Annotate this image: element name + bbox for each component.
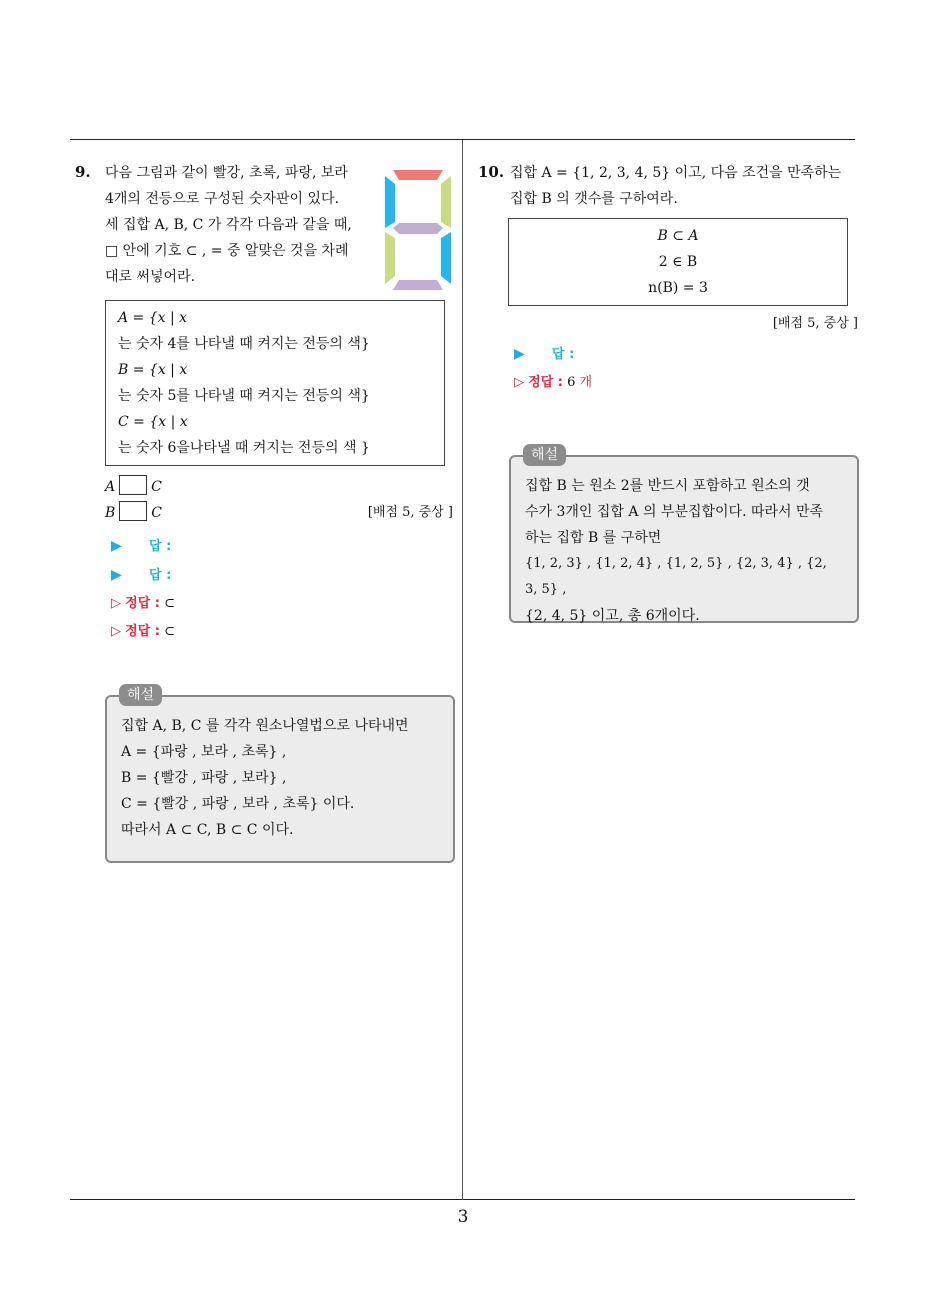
solution-box-q9 bbox=[105, 687, 455, 863]
box-line: B = {x | x bbox=[118, 362, 188, 378]
answer-area bbox=[514, 340, 858, 397]
solution-line: {1, 2, 3} , {1, 2, 4} , {1, 2, 5} , {2, 3, 4} , {2, 3, 5} , bbox=[525, 556, 827, 597]
solution-line: 집합 B 는 원소 2를 반드시 포함하고 원소의 갯 bbox=[525, 478, 810, 494]
segment-upper-left-blue bbox=[385, 176, 395, 228]
condition: n(B) = 3 bbox=[648, 280, 708, 296]
box-line: A = {x | x bbox=[118, 310, 188, 326]
outline-triangle-icon: ▷ bbox=[111, 624, 126, 639]
blank-row: B C [배점 5, 중상 ] bbox=[105, 500, 455, 526]
page-number: 3 bbox=[457, 1207, 469, 1227]
solution-line: 수가 3개인 집합 A 의 부분집합이다. 따라서 만족 bbox=[525, 504, 824, 520]
question-line: 4개의 전등으로 구성된 숫자판이 있다. bbox=[105, 191, 340, 207]
box-line: 는 숫자 5를 나타낼 때 켜지는 전등의 색} bbox=[118, 388, 370, 404]
question-line: 집합 B 의 갯수를 구하여라. bbox=[510, 191, 678, 207]
segment-middle-purple bbox=[393, 223, 443, 234]
score-row bbox=[478, 306, 858, 336]
box-line: C = {x | x bbox=[118, 414, 188, 430]
answer-area bbox=[111, 532, 455, 646]
solution-line: C = {빨강 , 파랑 , 보라 , 초록} 이다. bbox=[121, 796, 355, 812]
question-text bbox=[510, 160, 858, 212]
answer-blank[interactable] bbox=[119, 501, 147, 521]
question-line: 집합 A = {1, 2, 3, 4, 5} 이고, 다음 조건을 만족하는 bbox=[510, 165, 842, 181]
question-number: 10. bbox=[478, 163, 505, 181]
solution-line: A = {파랑 , 보라 , 초록} , bbox=[121, 744, 287, 760]
correct-answer-row: ▷ 정답 : 6 개 bbox=[514, 375, 593, 390]
correct-answer-row: ▷ 정답 : ⊂ bbox=[111, 624, 176, 639]
play-triangle-icon: ▶ bbox=[111, 567, 122, 583]
solution-line: 집합 A, B, C 를 각각 원소나열법으로 나타내면 bbox=[121, 718, 409, 734]
question-number: 9. bbox=[75, 163, 91, 181]
answer-row: ▶ 답 : bbox=[111, 561, 455, 590]
outline-triangle-icon: ▷ bbox=[514, 375, 529, 390]
question-line: 다음 그림과 같이 빨강, 초록, 파랑, 보라 bbox=[105, 165, 348, 181]
segment-lower-left-green bbox=[385, 232, 395, 284]
play-triangle-icon: ▶ bbox=[111, 538, 122, 554]
digit-display-figure bbox=[383, 168, 453, 292]
set-definitions-box bbox=[105, 300, 445, 466]
answer-blank[interactable] bbox=[119, 475, 147, 495]
answer-row: ▶ 답 : bbox=[514, 340, 858, 369]
question-line: 대로 써넣어라. bbox=[105, 269, 196, 285]
question-9 bbox=[75, 160, 455, 646]
solution-tag: 해설 bbox=[523, 444, 566, 466]
column-divider bbox=[462, 140, 463, 1200]
solution-tag: 해설 bbox=[119, 684, 162, 706]
question-10 bbox=[478, 160, 858, 397]
outline-triangle-icon: ▷ bbox=[111, 596, 126, 611]
segment-top-red bbox=[393, 170, 443, 180]
solution-line: 하는 집합 B 를 구하면 bbox=[525, 530, 662, 546]
conditions-box bbox=[508, 218, 848, 306]
question-text bbox=[105, 160, 375, 290]
correct-answer-row: ▷ 정답 : ⊂ bbox=[111, 596, 176, 611]
condition: B ⊂ A bbox=[657, 228, 699, 244]
segment-lower-right-blue bbox=[441, 232, 451, 284]
score-label: [배점 5, 중상 ] bbox=[367, 505, 453, 520]
box-line: 는 숫자 6을나타낼 때 켜지는 전등의 색 } bbox=[118, 440, 370, 456]
solution-line: 따라서 A ⊂ C, B ⊂ C 이다. bbox=[121, 822, 294, 838]
answer-row: ▶ 답 : bbox=[111, 532, 455, 561]
blank-rows bbox=[105, 474, 455, 526]
question-line: □ 안에 기호 ⊂ , = 중 알맞은 것을 차례 bbox=[105, 243, 349, 259]
solution-line: {2, 4, 5} 이고, 총 6개이다. bbox=[525, 608, 700, 624]
box-line: 는 숫자 4를 나타낼 때 켜지는 전등의 색} bbox=[118, 336, 370, 352]
score-label: [배점 5, 중상 ] bbox=[772, 316, 858, 331]
condition: 2 ∈ B bbox=[658, 254, 698, 270]
blank-row: A C bbox=[105, 474, 455, 500]
solution-box-q10 bbox=[509, 447, 859, 624]
segment-bottom-purple bbox=[393, 280, 443, 290]
solution-line: B = {빨강 , 파랑 , 보라} , bbox=[121, 770, 287, 786]
segment-upper-right-green bbox=[441, 176, 451, 228]
play-triangle-icon: ▶ bbox=[514, 346, 525, 362]
question-line: 세 집합 A, B, C 가 각각 다음과 같을 때, bbox=[105, 217, 352, 233]
